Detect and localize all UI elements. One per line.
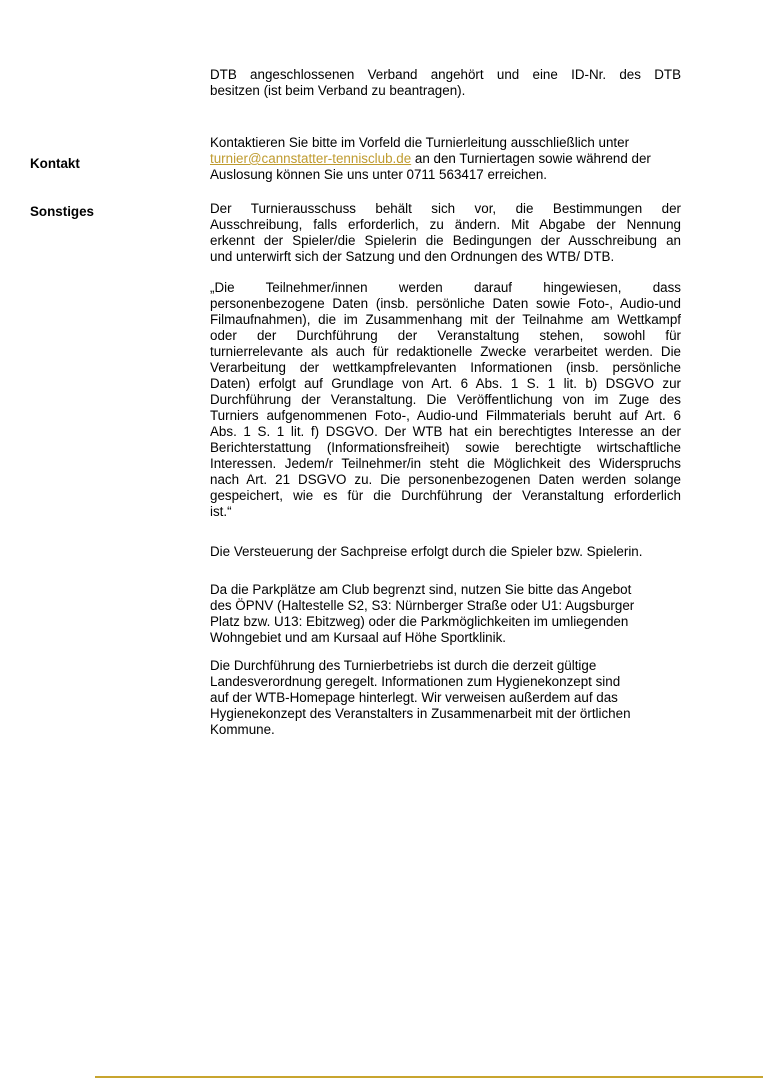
text-line: Berichterstattung (Informationsfreiheit) sowie berechtigte wirtschaftliche (210, 440, 681, 455)
email-link[interactable]: turnier@cannstatter-tennisclub.de (210, 151, 412, 166)
text-line: Platz bzw. U13: Ebitzweg) oder die Parkmöglichkeiten im umliegenden (210, 614, 629, 629)
text-line: „Die Teilnehmer/innen werden darauf hingewiesen, dass (210, 280, 681, 295)
kontakt-line-2-text: an den Turniertagen sowie während der (411, 151, 651, 166)
text-line: des ÖPNV (Haltestelle S2, S3: Nürnberger Straße oder U1: Augsburger (210, 598, 635, 613)
text-line: Die Durchführung des Turnierbetriebs ist durch die derzeit gültige (210, 658, 597, 673)
text-line: erkennt der Spieler/die Spielerin die Bedingungen der Ausschreibung an (210, 233, 681, 248)
footer-rule (95, 1076, 763, 1078)
kontakt-line-3: Auslosung können Sie uns unter 0711 563417 erreichen. (210, 167, 547, 182)
text-line: ist.“ (210, 504, 232, 519)
sonstiges-paragraph-4-parken (210, 582, 681, 646)
sonstiges-paragraph-5-hygiene (210, 658, 681, 738)
text-line: Filmaufnahmen), die im Zusammenhang mit der Teilnahme am Wettkampf (210, 312, 681, 327)
kontakt-line-1: Kontaktieren Sie bitte im Vorfeld die Turnierleitung ausschließlich unter (210, 135, 630, 150)
text-line: oder der Durchführung der Veranstaltung stehen, sowohl für (210, 328, 681, 343)
text-line: Kommune. (210, 722, 275, 737)
kontakt-line-2 (210, 151, 681, 167)
text-line: Daten) erfolgt auf Grundlage von Art. 6 Abs. 1 S. 1 lit. b) DSGVO zur (210, 376, 681, 391)
text-line: besitzen (ist beim Verband zu beantragen). (210, 83, 466, 98)
text-line: personenbezogene Daten (insb. persönliche Daten sowie Foto-, Audio-und (210, 296, 681, 311)
text-line: Verarbeitung der wettkampfrelevanten Informationen (insb. persönliche (210, 360, 681, 375)
text-line: Abs. 1 S. 1 lit. f) DSGVO. Der WTB hat ein berechtigtes Interesse an der (210, 424, 681, 439)
text-line: Durchführung der Veranstaltung. Die Veröffentlichung von im Zuge des (210, 392, 681, 407)
text-line: Interessen. Jedem/r Teilnehmer/in steht die Möglichkeit des Widerspruchs (210, 456, 681, 471)
sonstiges-paragraph-3 (210, 544, 681, 560)
kontakt-paragraph (210, 135, 681, 183)
text-line: nach Art. 21 DSGVO zu. Die personenbezogenen Daten werden solange (210, 472, 681, 487)
text-line: Turniers aufgenommenen Foto-, Audio-und Filmmaterials beruht auf Art. 6 (210, 408, 681, 423)
text-line: Landesverordnung geregelt. Informationen zum Hygienekonzept sind (210, 674, 621, 689)
section-label-sonstiges: Sonstiges (30, 204, 94, 219)
text-line: und unterwirft sich der Satzung und den Ordnungen des WTB/ DTB. (210, 249, 615, 264)
text-line: gespeichert, wie es für die Durchführung der Veranstaltung erforderlich (210, 488, 681, 503)
text-line: Da die Parkplätze am Club begrenzt sind, nutzen Sie bitte das Angebot (210, 582, 632, 597)
text-line: Der Turnierausschuss behält sich vor, die Bestimmungen der (210, 201, 681, 216)
text-line: auf der WTB-Homepage hinterlegt. Wir verweisen außerdem auf das (210, 690, 618, 705)
text-line: Ausschreibung, falls erforderlich, zu ändern. Mit Abgabe der Nennung (210, 217, 681, 232)
sonstiges-paragraph-3-line: Die Versteuerung der Sachpreise erfolgt durch die Spieler bzw. Spielerin. (210, 544, 643, 559)
text-line: Hygienekonzept des Veranstalters in Zusammenarbeit mit der örtlichen (210, 706, 631, 721)
sonstiges-paragraph-2-dsgvo-quote (210, 280, 681, 520)
text-line: turnierrelevante als auch für redaktionelle Zwecke verarbeitet werden. Die (210, 344, 681, 359)
text-line: DTB angeschlossenen Verband angehört und eine ID-Nr. des DTB (210, 67, 681, 82)
intro-paragraph (210, 67, 681, 99)
text-line: Wohngebiet und am Kursaal auf Höhe Sportklinik. (210, 630, 507, 645)
sonstiges-paragraph-1 (210, 201, 681, 265)
section-label-kontakt: Kontakt (30, 156, 80, 171)
